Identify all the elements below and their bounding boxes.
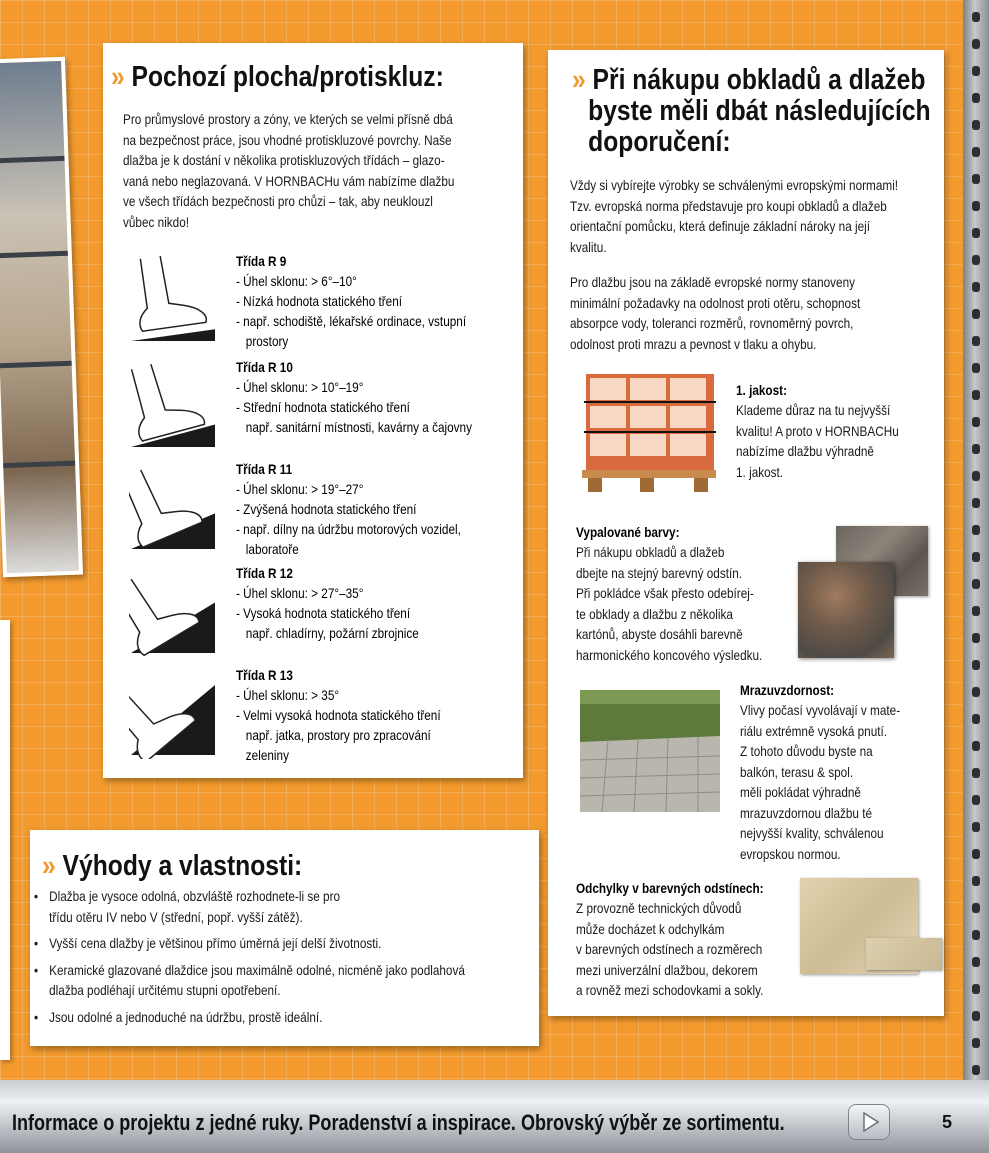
page-number: 5 (942, 1112, 953, 1132)
slip-class-line: - Vysoká hodnota statického tření (236, 605, 411, 621)
rail-hole (972, 849, 980, 859)
slip-class-line: - Úhel sklonu: > 35° (236, 687, 340, 703)
quality-line: 1. jakost. (736, 463, 784, 480)
slip-class-line: prostory (236, 333, 289, 349)
slip-class-line: např. sanitární místnosti, kavárny a čajovny (236, 419, 472, 435)
advantage-item (34, 886, 465, 927)
frost-line: měli pokládat výhradně (740, 784, 861, 800)
shades-line: a rovněž mezi schodovkami a sokly. (576, 982, 764, 998)
buying-para-1 (570, 175, 898, 257)
rail-hole (972, 552, 980, 562)
fired-line: harmonického koncového výsledku. (576, 646, 763, 663)
fired-title: Vypalované barvy: (576, 524, 680, 540)
fired-line: kartónů, abyste dosáhli barevně (576, 626, 743, 642)
frost-line: balkón, terasu & spol. (740, 763, 854, 780)
paragraph-line: kvalitu. (570, 238, 607, 255)
frost-line: Z tohoto důvodu byste na (740, 743, 873, 759)
frost-line: mrazuvzdornou dlažbu té (740, 804, 873, 821)
slip-class-line: - Střední hodnota statického tření (236, 399, 410, 415)
advantage-line: Keramické glazované dlaždice jsou maximálně odolné, nicméně jako podlahová (49, 961, 465, 978)
rail-hole (972, 822, 980, 832)
pallet-image (578, 368, 720, 496)
slip-class-line: zeleniny (236, 747, 289, 763)
slip-class-line: např. jatka, prostory pro zpracování (236, 727, 431, 743)
rail-hole (972, 660, 980, 670)
intro-line: vaná nebo neglazovaná. V HORNBACHu vám nabízíme dlažbu (123, 172, 455, 189)
fired-line: Při nákupu obkladů a dlažeb (576, 544, 725, 560)
rail-hole (972, 228, 980, 238)
frost-line: nejvyšší kvality, schválenou (740, 825, 884, 841)
slip-class-title: Třída R 12 (236, 565, 293, 581)
fired-line: dbejte na stejný barevný odstín. (576, 564, 743, 581)
frost-title: Mrazuvzdornost: (740, 682, 835, 698)
patio-image (580, 690, 720, 812)
bullet-icon: • (34, 1008, 39, 1025)
advantage-line: třídu otěru IV nebo V (střední, popř. vyšší zátěž). (49, 908, 303, 925)
slip-class-title: Třída R 11 (236, 461, 293, 477)
store-shelves-photo (0, 57, 83, 577)
frost-line: riálu extrémně vysoká pnutí. (740, 722, 888, 739)
rail-hole (972, 579, 980, 589)
paragraph-line: Vždy si vybírejte výrobky se schválenými evropskými normami! (570, 177, 899, 193)
rail-hole (972, 903, 980, 913)
rail-hole (972, 174, 980, 184)
rail-hole (972, 444, 980, 454)
advantage-line: Dlažba je vysoce odolná, obzvláště rozhodnete-li se pro (49, 888, 341, 904)
intro-line: dlažba je k dostání v několika protiskluzových třídách – glazo- (123, 152, 445, 168)
metal-rail (963, 0, 989, 1080)
buying-panel (548, 50, 944, 1016)
slip-class-line: - Úhel sklonu: > 27°–35° (236, 585, 364, 601)
shades-text (576, 898, 764, 1001)
slip-title: » Pochozí plocha/protiskluz: (111, 61, 444, 93)
rail-hole (972, 1065, 980, 1075)
advantages-panel (30, 830, 539, 1046)
slip-class-line: - např. schodiště, lékařské ordinace, vstupní (236, 313, 467, 329)
fired-line: te obklady a dlažbu z několika (576, 605, 733, 622)
advantage-line: Jsou odolné a jednoduché na údržbu, prostě ideální. (49, 1008, 323, 1025)
slip-class-line: - např. dílny na údržbu motorových vozidel, (236, 521, 461, 537)
slip-class-line: - Úhel sklonu: > 10°–19° (236, 379, 364, 395)
rail-hole (972, 1038, 980, 1048)
rail-hole (972, 12, 980, 22)
rail-hole (972, 147, 980, 157)
foot-ramp-icon (129, 359, 219, 451)
foot-ramp-icon (129, 667, 219, 759)
beige-skirting-image (866, 938, 942, 970)
rail-hole (972, 336, 980, 346)
advantage-line: dlažba podléhají určitému stupni opotřebení. (49, 982, 281, 998)
play-icon (849, 1105, 889, 1139)
bullet-icon: • (34, 961, 39, 978)
slip-panel (103, 43, 523, 778)
slip-class-block (236, 357, 472, 437)
quality-title: 1. jakost: (736, 382, 787, 398)
slip-class-title: Třída R 10 (236, 359, 293, 375)
paragraph-line: Pro dlažbu jsou na základě evropské normy stanoveny (570, 274, 856, 290)
slip-class-line: - Velmi vysoká hodnota statického tření (236, 707, 441, 723)
intro-line: Pro průmyslové prostory a zóny, ve kterých se velmi přísně dbá (123, 111, 453, 127)
paragraph-line: Tzv. evropská norma představuje pro koupi obkladů a dlažeb (570, 197, 887, 214)
shades-line: mezi univerzální dlažbou, dekorem (576, 961, 758, 978)
rail-hole (972, 471, 980, 481)
shades-line: Z provozně technických důvodů (576, 900, 742, 916)
paragraph-line: orientační pomůcku, která definuje základní nároky na její (570, 218, 871, 234)
slip-class-line: - Nízká hodnota statického tření (236, 293, 403, 309)
advantage-item (34, 1007, 465, 1028)
rail-hole (972, 525, 980, 535)
rail-hole (972, 633, 980, 643)
left-panel-edge (0, 620, 10, 1060)
rail-hole (972, 39, 980, 49)
rail-hole (972, 309, 980, 319)
slip-class-block (236, 459, 461, 559)
rail-hole (972, 93, 980, 103)
slip-class-title: Třída R 13 (236, 667, 293, 683)
quality-line: nabízíme dlažbu výhradně (736, 443, 874, 459)
rail-hole (972, 417, 980, 427)
rail-hole (972, 606, 980, 616)
rail-hole (972, 741, 980, 751)
advantage-item (34, 960, 465, 1001)
footer-text: Informace o projektu z jedné ruky. Poradenství a inspirace. Obrovský výběr ze sortimentu. (12, 1110, 785, 1135)
rail-hole (972, 714, 980, 724)
advantages-title: » Výhody a vlastnosti: (42, 850, 303, 882)
advantages-list (34, 886, 547, 1033)
paragraph-line: minimální požadavky na odolnost proti otěru, schopnost (570, 294, 861, 311)
slip-class-line: - Úhel sklonu: > 19°–27° (236, 481, 364, 497)
quality-text (736, 400, 899, 482)
slip-class-title: Třída R 9 (236, 253, 287, 269)
slip-class-block (236, 563, 419, 643)
rail-hole (972, 687, 980, 697)
slip-class-block (236, 251, 466, 351)
advantage-line: Vyšší cena dlažby je většinou přímo úměrná její delší životnosti. (49, 935, 382, 951)
slate-tile-image-2 (798, 562, 894, 658)
bullet-icon: • (34, 935, 39, 951)
rail-hole (972, 498, 980, 508)
rail-hole (972, 282, 980, 292)
shades-title: Odchylky v barevných odstínech: (576, 880, 764, 896)
frost-line: evropskou normou. (740, 845, 841, 862)
advantage-item (34, 933, 465, 954)
slip-class-line: laboratoře (236, 541, 299, 557)
intro-line: ve všech třídách bezpečnosti pro chůzi – tak, aby neuklouzl (123, 193, 433, 209)
rail-hole (972, 795, 980, 805)
fired-line: Při pokládce však přesto odebírej- (576, 585, 754, 601)
rail-hole (972, 66, 980, 76)
rail-hole (972, 984, 980, 994)
foot-ramp-icon (129, 565, 219, 657)
shades-line: v barevných odstínech a rozměrech (576, 941, 763, 957)
foot-ramp-icon (129, 253, 219, 345)
slip-class-block (236, 665, 441, 765)
quality-line: kvalitu! A proto v HORNBACHu (736, 422, 899, 439)
slip-intro (123, 109, 454, 232)
rail-hole (972, 255, 980, 265)
intro-line: na bezpečnost práce, jsou vhodné protiskluzové povrchy. Naše (123, 131, 452, 148)
buying-para-2 (570, 272, 860, 354)
buying-title: » Při nákupu obkladů a dlažeb byste měli dbát následujících doporučení: (572, 64, 931, 158)
rail-hole (972, 768, 980, 778)
frost-text (740, 700, 900, 864)
rail-hole (972, 1011, 980, 1021)
quality-line: Klademe důraz na tu nejvyšší (736, 402, 891, 418)
frost-line: Vlivy počasí vyvolávají v mate- (740, 702, 901, 718)
foot-ramp-icon (129, 461, 219, 553)
slip-class-line: např. chladírny, požární zbrojnice (236, 625, 419, 641)
bullet-icon: • (34, 888, 39, 904)
rail-hole (972, 363, 980, 373)
fired-text (576, 542, 762, 665)
paragraph-line: absorpce vody, toleranci rozměrů, rovnoměrný povrch, (570, 315, 854, 331)
paragraph-line: odolnost proti mrazu a pevnost v tlaku a ohybu. (570, 335, 817, 352)
rail-hole (972, 390, 980, 400)
rail-hole (972, 201, 980, 211)
slip-class-line: - Úhel sklonu: > 6°–10° (236, 273, 357, 289)
rail-hole (972, 120, 980, 130)
rail-hole (972, 957, 980, 967)
rail-hole (972, 876, 980, 886)
shades-line: může docházet k odchylkám (576, 920, 725, 937)
rail-hole (972, 930, 980, 940)
intro-line: vůbec nikdo! (123, 213, 190, 230)
slip-class-line: - Zvýšená hodnota statického tření (236, 501, 417, 517)
next-page-button[interactable] (848, 1104, 890, 1140)
